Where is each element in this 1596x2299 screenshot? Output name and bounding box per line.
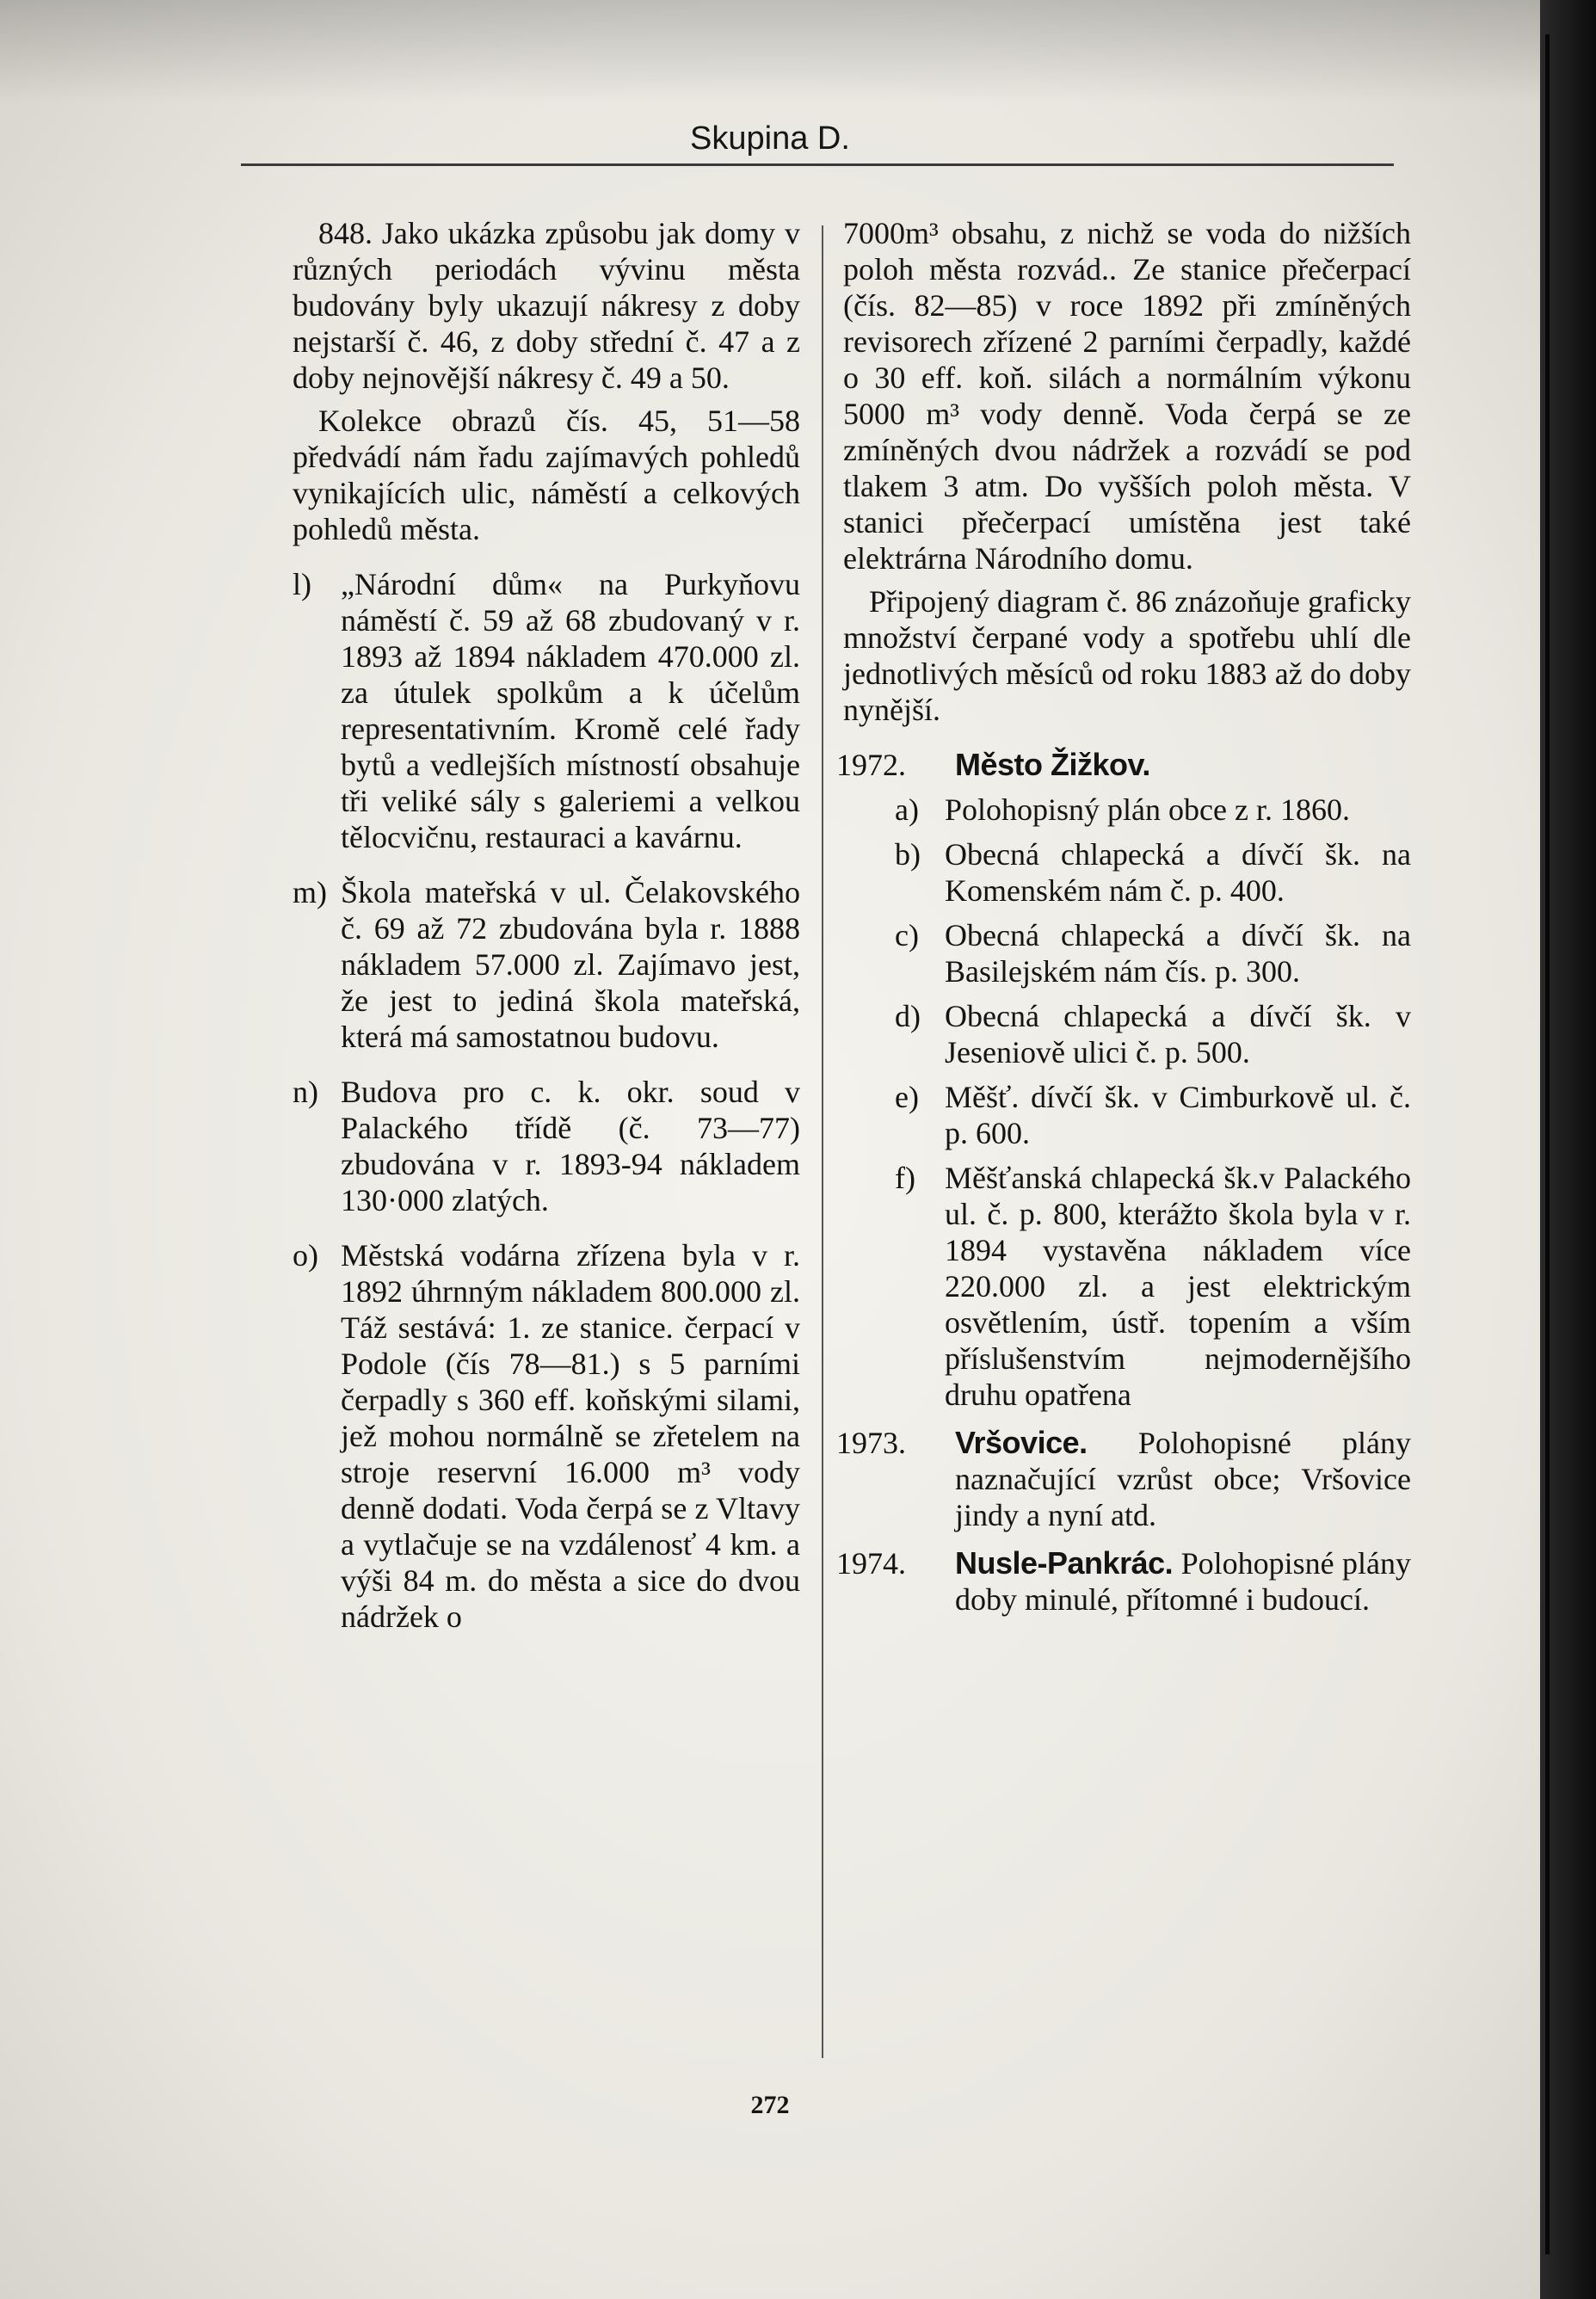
item-o [293,1237,800,1635]
scan-shadow [0,0,1540,103]
entry-1973 [836,1425,1411,1533]
entry-number: 1973. [836,1426,906,1460]
sub-text: Obecná chlapecká a dívčí šk. na Komenském nám č. p. 400. [945,837,1411,908]
sub-marker: b) [895,837,921,872]
entry-title: Vršovice. [955,1425,1088,1460]
sub-text: Polohopisný plán obce z r. 1860. [945,792,1350,827]
page-number: 272 [750,2091,790,2119]
sub-item-b [843,836,1411,909]
item-l [293,566,800,855]
entry-text: Polohopisné plány naznačující vzrůst obce; Vršovice jindy a nyní atd. [955,1426,1411,1532]
item-text: Budova pro c. k. okr. soud v Palackého třídě (č. 73—77) zbudována v r. 1893-94 nákladem 130·000 zlatých. [341,1075,800,1217]
sub-marker: d) [895,999,921,1033]
sub-text: Měšť. dívčí šk. v Cimburkově ul. č. p. 600. [945,1080,1411,1150]
sub-item-e [843,1079,1411,1151]
sub-text: Měšťanská chlapecká šk.v Palackého ul. č. p. 800, kterážto škola byla v r. 1894 vystavěna nákladem více 220.000 zl. a jest elektrickým osvětlením, ústř. topením a vším příslušenstvím nejmodernějšího druhu opatřena [945,1161,1411,1412]
sub-marker: e) [895,1080,919,1114]
entry-text: Polohopisné plány doby minulé, přítomné i budoucí. [955,1546,1411,1617]
sub-item-d [843,998,1411,1070]
paragraph-continuation: 7000m³ obsahu, z nichž se voda do nižších poloh města rozvád.. Ze stanice přečerpací (čís. 82—85) v roce 1892 při zmíněných revisorech zřízené 2 parními čerpadly, každé o 30 eff. koň. silách a normálním výkonu 5000 m³ vody denně. Voda čerpá se ze zmíněných dvou nádržek a rozvádí se pod tlakem 3 atm. Do vyšších poloh města. V stanici přečerpací umístěna jest také elektrárna Národního domu. [843,216,1411,576]
item-text: „Národní dům« na Purkyňovu náměstí č. 59 až 68 zbudovaný v r. 1893 až 1894 nákladem 470.000 zl. za útulek spolkům a k účelům representativním. Kromě celé řady bytů a vedlejších místností obsahuje tři veliké sály s galeriemi a velkou tělocvičnu, restauraci a kavárnu. [341,567,800,854]
scan-edge-line [1545,34,1550,2254]
item-text: Městská vodárna zřízena byla v r. 1892 úhrnným nákladem 800.000 zl. Táž sestává: 1. ze stanice. čerpací v Podole (čís 78—81.) s 5 parními čerpadly s 360 eff. koňskými silami, jež mohou normálně se zřetelem na stroje reservní 16.000 m³ vody denně dodati. Voda čerpá se z Vltavy a vytlačuje se na vzdálenosť 4 km. a výši 84 m. do města a sice do dvou nádržek o [341,1238,800,1634]
paragraph-848: 848. Jako ukázka způsobu jak domy v různých periodách vývinu města budovány byly ukazují nákresy z doby nejstarší č. 46, z doby střední č. 47 a z doby nejnovější nákresy č. 49 a 50. [293,216,800,395]
entry-number: 1974. [836,1546,906,1581]
sub-text: Obecná chlapecká a dívčí šk. na Basilejském nám čís. p. 300. [945,918,1411,989]
entry-title: Město Žižkov. [955,747,1150,782]
entry-1972 [836,747,1411,783]
item-marker: o) [293,1238,318,1273]
sub-text: Obecná chlapecká a dívčí šk. v Jeseniově ulici č. p. 500. [945,999,1411,1069]
sub-item-f [843,1160,1411,1413]
header-rule [241,163,1394,166]
item-n [293,1074,800,1218]
entry-title: Nusle-Pankrác. [955,1545,1174,1581]
paragraph-kolekce: Kolekce obrazů čís. 45, 51—58 předvádí nám řadu zajímavých pohledů vynikajících ulic, náměstí a celkových pohledů města. [293,404,800,546]
sub-marker: c) [895,918,919,952]
sub-marker: a) [895,792,919,827]
entry-number: 1972. [836,748,906,782]
column-divider [822,225,823,2058]
right-column [836,215,1411,1626]
page-header: Skupina D. [690,120,850,157]
sub-marker: f) [895,1161,915,1195]
item-m [293,874,800,1055]
item-marker: m) [293,875,327,909]
item-marker: l) [293,567,311,601]
entry-1974 [836,1545,1411,1618]
item-marker: n) [293,1075,318,1109]
paragraph-diagram: Připojený diagram č. 86 znázoňuje graficky množství čerpané vody a spotřebu uhlí dle jednotlivých měsíců od roku 1883 až do doby nynější. [843,584,1411,727]
sub-item-a [843,792,1411,828]
sub-item-c [843,917,1411,989]
left-column [293,215,800,1654]
item-text: Škola mateřská v ul. Čelakovského č. 69 až 72 zbudována byla r. 1888 nákladem 57.000 zl. Zajímavo jest, že jest to jediná škola mateřská, která má samostatnou budovu. [341,875,800,1054]
